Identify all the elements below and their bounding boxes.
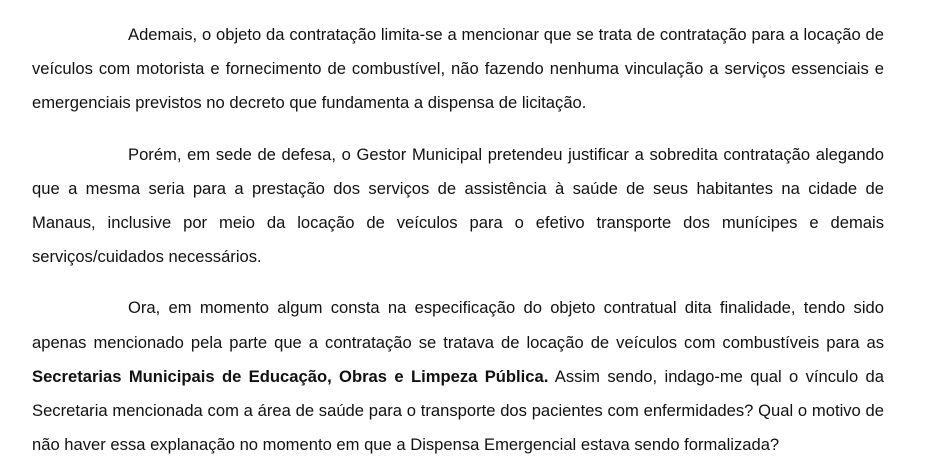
paragraph-questionamento xyxy=(32,291,884,462)
paragraph-objeto-contratacao: Ademais, o objeto da contratação limita-se a mencionar que se trata de contratação para a locação de veículos com motorista e fornecimento de combustível, não fazendo nenhuma vinculação a serviços essenciais e emergenciais previstos no decreto que fundamenta a dispensa de licitação. xyxy=(32,25,884,113)
document-body xyxy=(32,18,884,462)
paragraph-text-before: Ora, em momento algum consta na especificação do objeto contratual dita finalidade, tendo sido apenas mencionado pela parte que a contratação se tratava de locação de veículos com combustíveis para as xyxy=(32,298,884,352)
paragraph-text-after: Assim sendo, indago-me qual o vínculo da Secretaria mencionada com a área de saúde para o transporte dos pacientes com enfermidades? Qual o motivo de não haver essa explanação no momento em que a Dispensa Emergencial estava sendo formalizada? xyxy=(32,366,884,455)
secretarias-emphasis: Secretarias Municipais de Educação, Obras e Limpeza Pública. xyxy=(32,366,549,386)
paragraph-defesa-gestor: Porém, em sede de defesa, o Gestor Municipal pretendeu justificar a sobredita contratação alegando que a mesma seria para a prestação dos serviços de assistência à saúde de seus habitantes na cidade de Manaus, inclusive por meio da locação de veículos para o efetivo transporte dos munícipes e demais serviços/cuidados necessários. xyxy=(32,144,884,267)
